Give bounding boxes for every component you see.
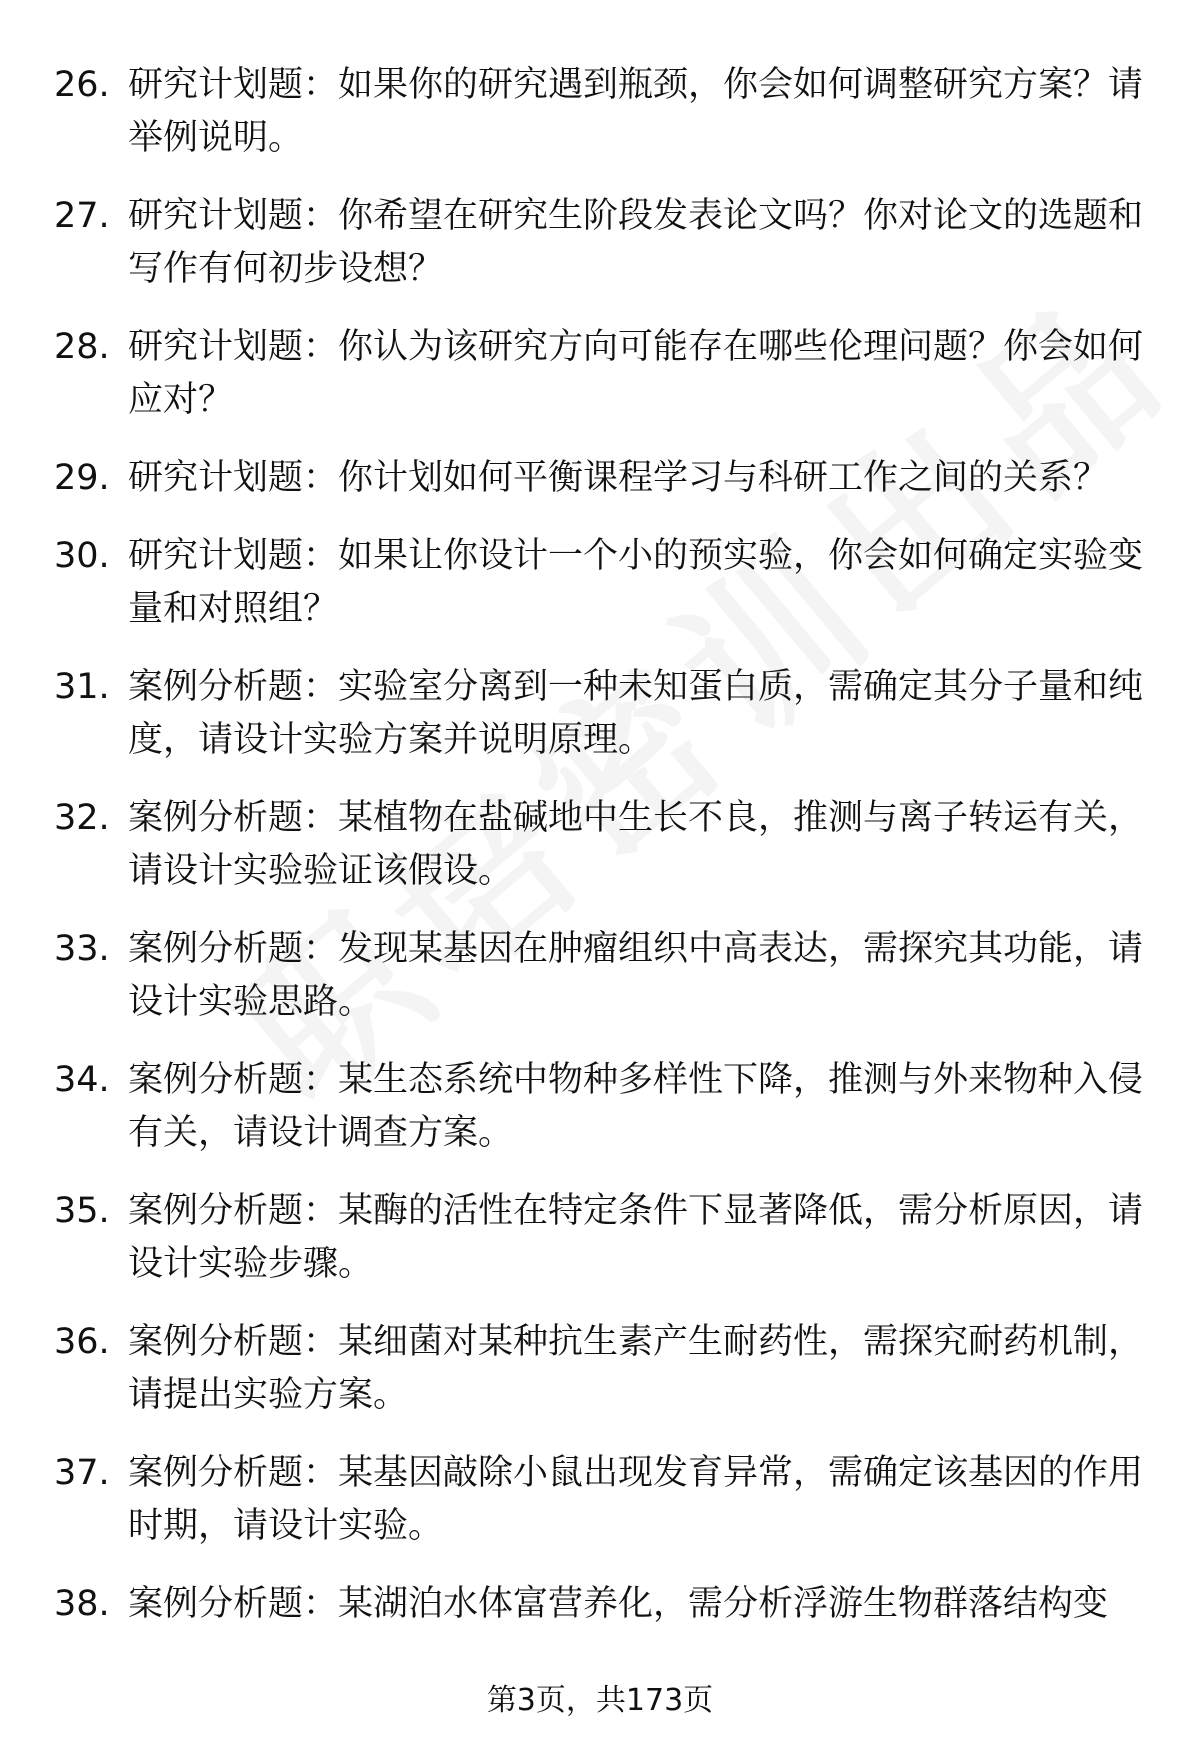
question-number: 27. [54, 196, 110, 236]
question-number: 26. [54, 65, 110, 105]
question-text: 研究计划题：你认为该研究方向可能存在哪些伦理问题？你会如何应对？ [128, 327, 1144, 420]
list-item [0, 1578, 1200, 1638]
question-number: 36. [54, 1322, 110, 1362]
question-number: 32. [54, 798, 110, 838]
question-number: 38. [54, 1584, 110, 1624]
list-item [0, 530, 1200, 661]
question-number: 37. [54, 1453, 110, 1493]
question-text: 案例分析题：某细菌对某种抗生素产生耐药性，需探究耐药机制，请提出实验方案。 [128, 1322, 1144, 1415]
question-text: 案例分析题：某酶的活性在特定条件下显著降低，需分析原因，请设计实验步骤。 [128, 1191, 1144, 1284]
list-item [0, 1054, 1200, 1185]
list-item [0, 661, 1200, 792]
question-number: 33. [54, 929, 110, 969]
page-footer: 第3页，共173页 [486, 1683, 714, 1718]
list-item [0, 190, 1200, 321]
question-text: 案例分析题：某基因敲除小鼠出现发育异常，需确定该基因的作用时期，请设计实验。 [128, 1453, 1144, 1546]
question-text: 研究计划题：你希望在研究生阶段发表论文吗？你对论文的选题和写作有何初步设想？ [128, 196, 1144, 289]
question-number: 35. [54, 1191, 110, 1231]
question-number: 29. [54, 458, 110, 498]
question-text: 研究计划题：如果让你设计一个小的预实验，你会如何确定实验变量和对照组？ [128, 536, 1144, 629]
question-list [0, 59, 1200, 1638]
question-text: 案例分析题：发现某基因在肿瘤组织中高表达，需探究其功能，请设计实验思路。 [128, 929, 1144, 1022]
list-item [0, 923, 1200, 1054]
question-text: 案例分析题：实验室分离到一种未知蛋白质，需确定其分子量和纯度，请设计实验方案并说明原理。 [128, 667, 1144, 760]
question-number: 34. [54, 1060, 110, 1100]
question-text: 案例分析题：某湖泊水体富营养化，需分析浮游生物群落结构变 [128, 1584, 1109, 1624]
question-number: 28. [54, 327, 110, 367]
question-number: 31. [54, 667, 110, 707]
question-text: 研究计划题：如果你的研究遇到瓶颈，你会如何调整研究方案？请举例说明。 [128, 65, 1144, 158]
list-item [0, 1316, 1200, 1447]
question-text: 案例分析题：某植物在盐碱地中生长不良，推测与离子转运有关，请设计实验验证该假设。 [128, 798, 1144, 891]
list-item [0, 792, 1200, 923]
question-text: 案例分析题：某生态系统中物种多样性下降，推测与外来物种入侵有关，请设计调查方案。 [128, 1060, 1144, 1153]
list-item [0, 452, 1200, 530]
question-number: 30. [54, 536, 110, 576]
list-item [0, 321, 1200, 452]
list-item [0, 1447, 1200, 1578]
question-text: 研究计划题：你计划如何平衡课程学习与科研工作之间的关系？ [128, 458, 1109, 498]
list-item [0, 59, 1200, 190]
list-item [0, 1185, 1200, 1316]
